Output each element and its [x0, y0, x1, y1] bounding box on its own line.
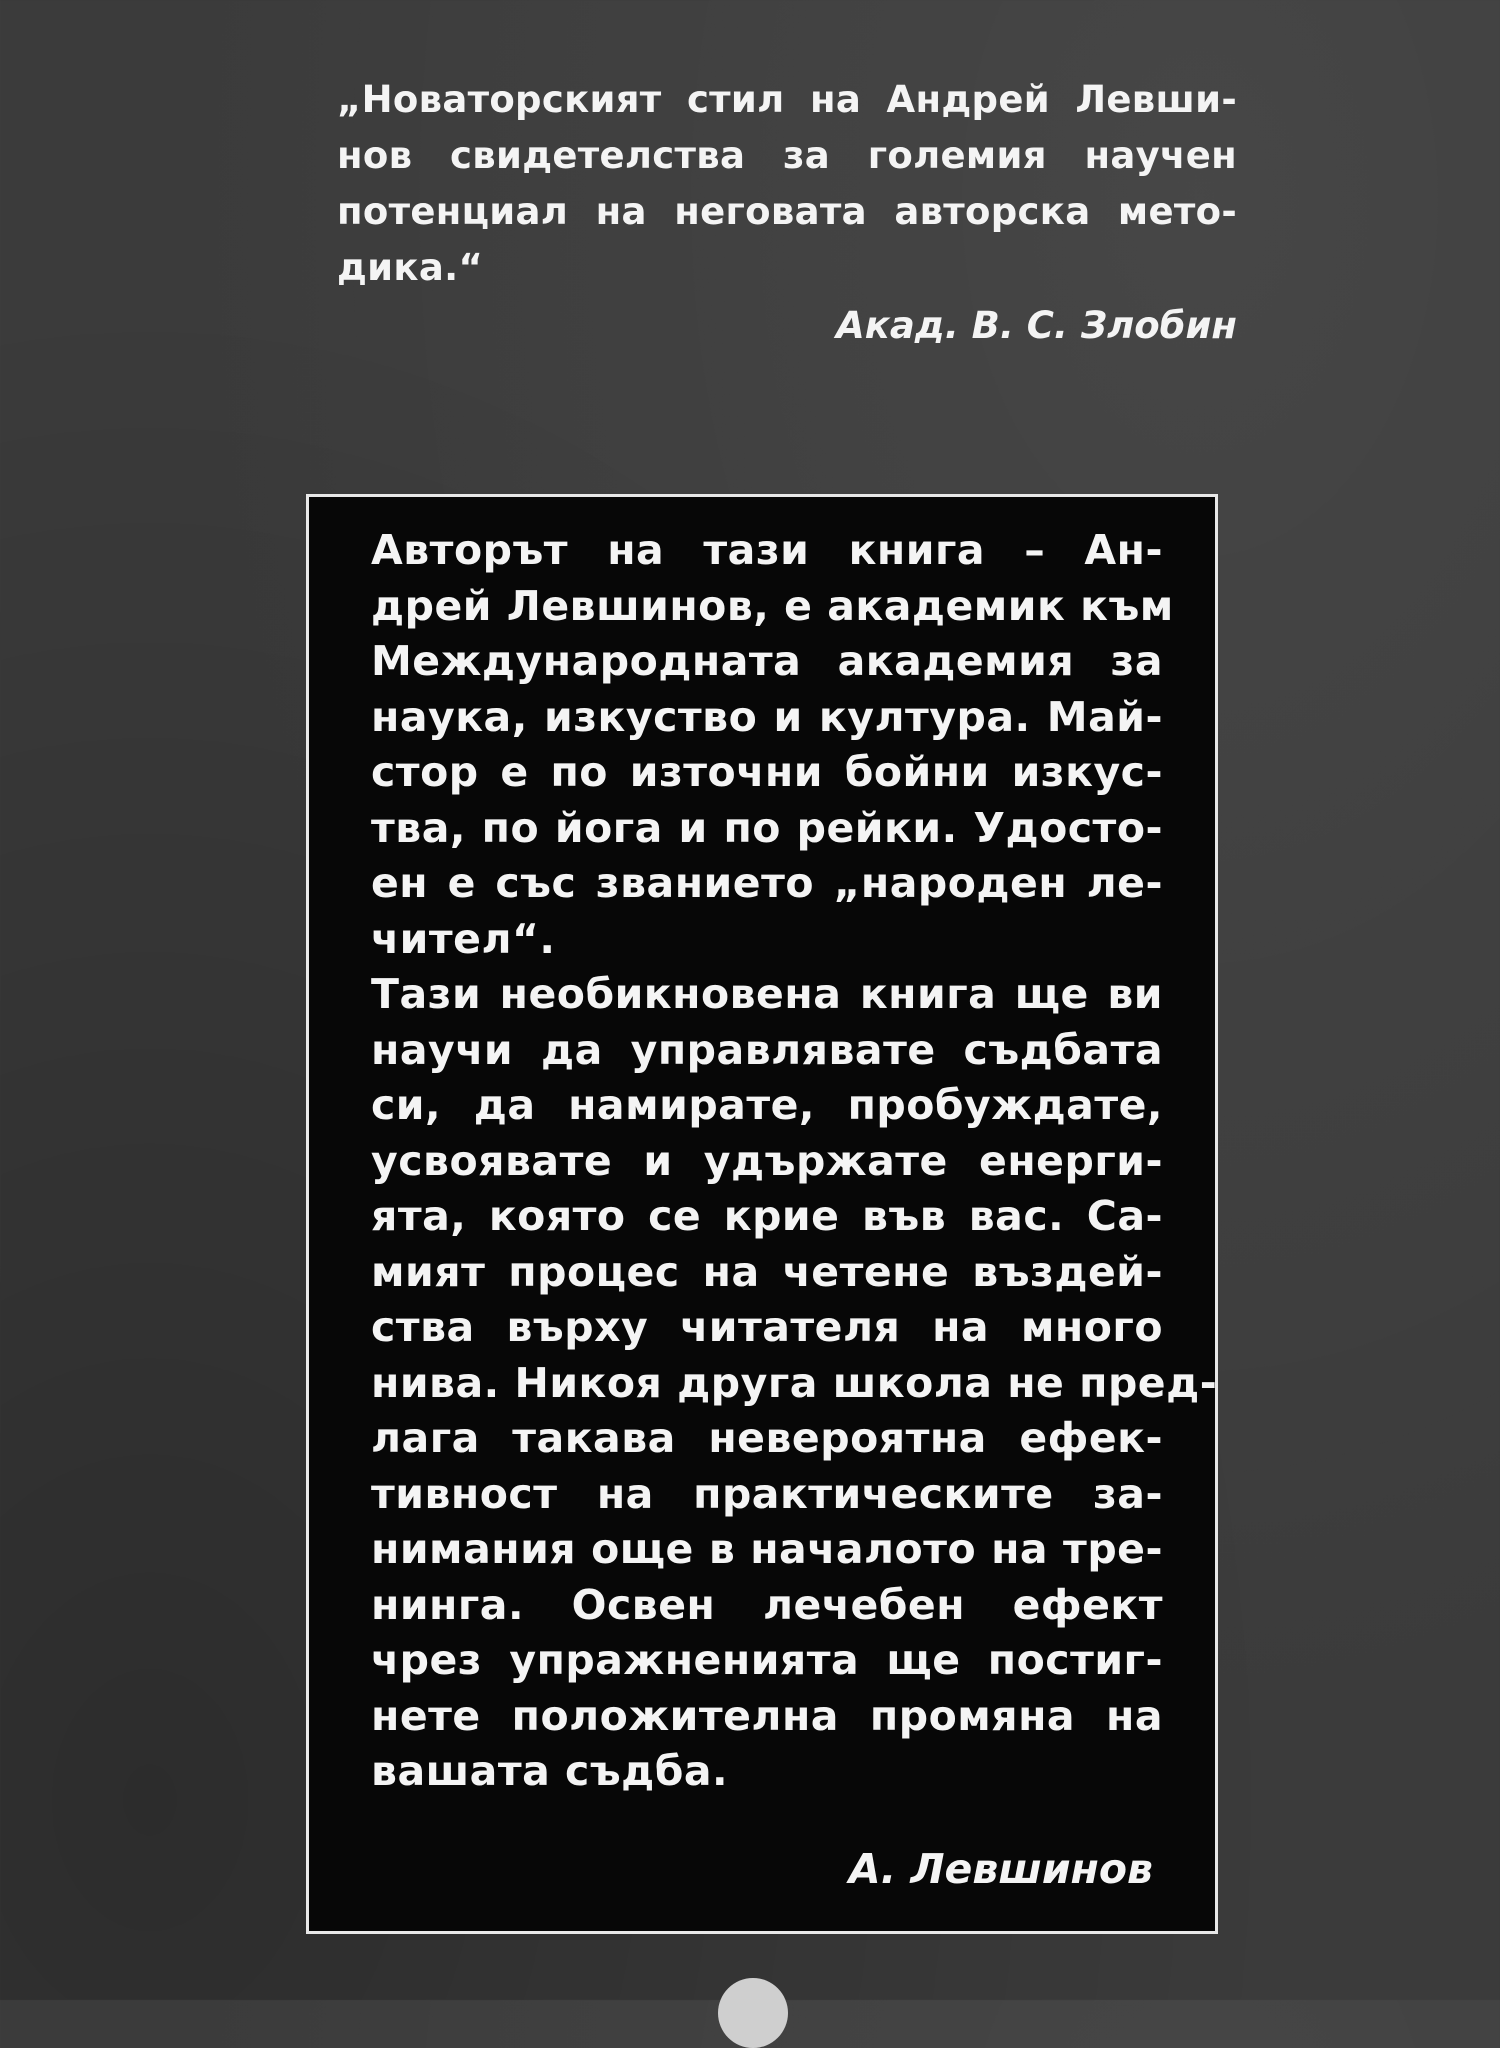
- paragraph-author-bio: [371, 523, 1174, 967]
- quote-line: „Новаторският стил на Андрей Левши-: [337, 78, 1237, 121]
- text-line: ства върху читателя на много: [371, 1303, 1163, 1351]
- endorsement-quote: [337, 72, 1237, 352]
- text-line: научи да управлявате съдбата: [371, 1025, 1163, 1074]
- text-line: усвоявате и удържате енерги-: [371, 1136, 1163, 1185]
- panel-body: [371, 523, 1218, 1800]
- text-line: стор е по източни бойни изкус-: [371, 748, 1163, 796]
- text-line: Авторът на тази книга – Ан-: [371, 526, 1163, 574]
- text-line: нете положителна промяна на: [371, 1691, 1163, 1740]
- quote-line: потенциал на неговата авторска мето-: [337, 190, 1237, 233]
- quote-text: [337, 72, 1237, 296]
- paragraph-book-description: [371, 967, 1218, 1800]
- author-signature: А. Левшинов: [848, 1845, 1153, 1893]
- text-line: наука, изкуство и култура. Май-: [371, 692, 1163, 741]
- text-line: чрез упражненията ще постиг-: [371, 1636, 1163, 1684]
- quote-author: Акад. В. С. Злобин: [836, 304, 1237, 347]
- text-line: чител“.: [371, 914, 556, 963]
- text-line: Международната академия за: [371, 637, 1163, 685]
- text-line: нимания още в началото на тре-: [371, 1525, 1163, 1573]
- text-line: мият процес на четене въздей-: [371, 1247, 1163, 1296]
- decorative-circle: [718, 1978, 788, 2048]
- text-line: Тази необикновена книга ще ви: [371, 970, 1163, 1018]
- text-line: лага такава невероятна ефек-: [371, 1414, 1163, 1462]
- text-line: тивност на практическите за-: [371, 1469, 1163, 1518]
- quote-line: дика.“: [337, 246, 484, 289]
- text-line: вашата съдба.: [371, 1747, 729, 1795]
- quote-line: нов свидетелства за големия научен: [337, 134, 1237, 177]
- text-line: тва, по йога и по рейки. Удосто-: [371, 803, 1163, 852]
- text-line: си, да намирате, пробуждате,: [371, 1081, 1163, 1129]
- text-line: нива. Никоя друга школа не пред-: [371, 1358, 1218, 1407]
- author-description-panel: [306, 494, 1218, 1934]
- text-line: нинга. Освен лечебен ефект: [371, 1580, 1163, 1629]
- text-line: ята, която се крие във вас. Са-: [371, 1192, 1163, 1240]
- text-line: ен е със званието „народен ле-: [371, 859, 1163, 907]
- text-line: дрей Левшинов, е академик към: [371, 581, 1174, 630]
